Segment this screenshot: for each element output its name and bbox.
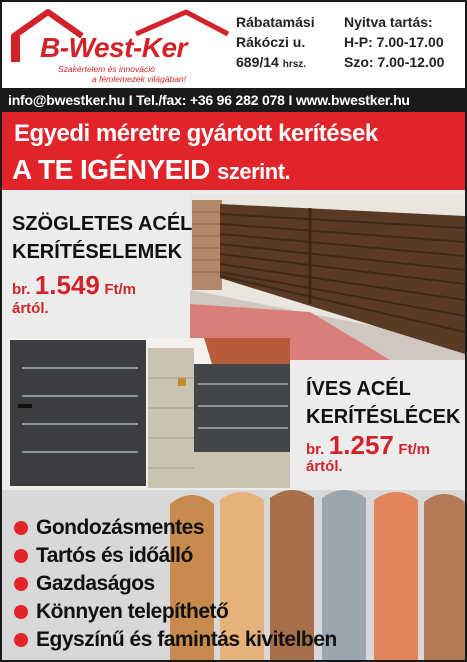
angular-fence-photo [190,194,465,360]
company-logo [6,6,230,84]
bullet-icon [14,633,28,647]
benefit-item [14,514,337,542]
product2-price [306,430,430,461]
product2-title-line2: KERÍTÉSLÉCEK [306,406,461,428]
product2-title [306,375,460,431]
product2-title-line1: ÍVES ACÉL [306,378,411,400]
headline-banner [2,112,465,190]
hours-title: Nyitva tartás: [344,14,433,30]
bullet-icon [14,521,28,535]
benefit-text: Egyszínű és famintás kivitelben [36,628,337,651]
product2-price-suffix: ártól. [306,458,343,475]
product1-price-unit: Ft/m [104,281,136,298]
benefits-section [2,490,465,660]
address-number-row [236,52,315,75]
address-street: Rákóczi u. [236,34,306,50]
product1-title [12,210,192,266]
product1-price-prefix: br. [12,281,31,298]
headline-emphasis: A TE IGÉNYEID [12,154,210,185]
fence-slat [424,494,465,660]
bullet-icon [14,549,28,563]
products-section [2,190,465,490]
brand-name: B-West-Ker [40,32,187,63]
benefit-text: Gondozásmentes [36,516,205,539]
product1-title-line2: KERÍTÉSELEMEK [12,241,183,263]
benefits-list [14,514,337,654]
product1-title-line1: SZÖGLETES ACÉL [12,213,193,235]
product1-price-value: 1.549 [34,270,100,300]
headline-tail: szerint. [217,159,291,184]
benefit-item [14,542,337,570]
bullet-icon [14,577,28,591]
product2-price-unit: Ft/m [398,441,430,458]
benefit-item [14,598,337,626]
tagline-line2: a fémlemezek világában! [92,74,187,84]
product2-price-value: 1.257 [328,430,394,460]
benefit-item [14,570,337,598]
benefit-item [14,626,337,654]
opening-hours [344,12,444,72]
address-suffix: hrsz. [282,59,307,70]
address-block [236,12,315,75]
benefit-text: Gazdaságos [36,572,155,595]
fence-slat [374,492,418,660]
address-number: 689/14 [236,54,279,70]
product2-price-prefix: br. [306,441,325,458]
hours-saturday: Szo: 7.00-12.00 [344,54,445,70]
product1-price-suffix: ártól. [12,300,49,317]
header [2,2,465,88]
contact-bar: info@bwestker.hu I Tel./fax: +36 96 282 078 I www.bwestker.hu [2,88,465,112]
benefit-text: Könnyen telepíthető [36,600,229,623]
headline-line2 [12,154,290,186]
hours-weekday: H-P: 7.00-17.00 [344,34,444,50]
product1-price [12,270,136,301]
address-city: Rábatamási [236,14,315,30]
headline-line1: Egyedi méretre gyártott kerítések [14,120,378,147]
benefit-text: Tartós és időálló [36,544,193,567]
gate-fence-photo [8,338,290,488]
tagline-line1: Szakértelem és innováció [58,64,155,74]
bullet-icon [14,605,28,619]
